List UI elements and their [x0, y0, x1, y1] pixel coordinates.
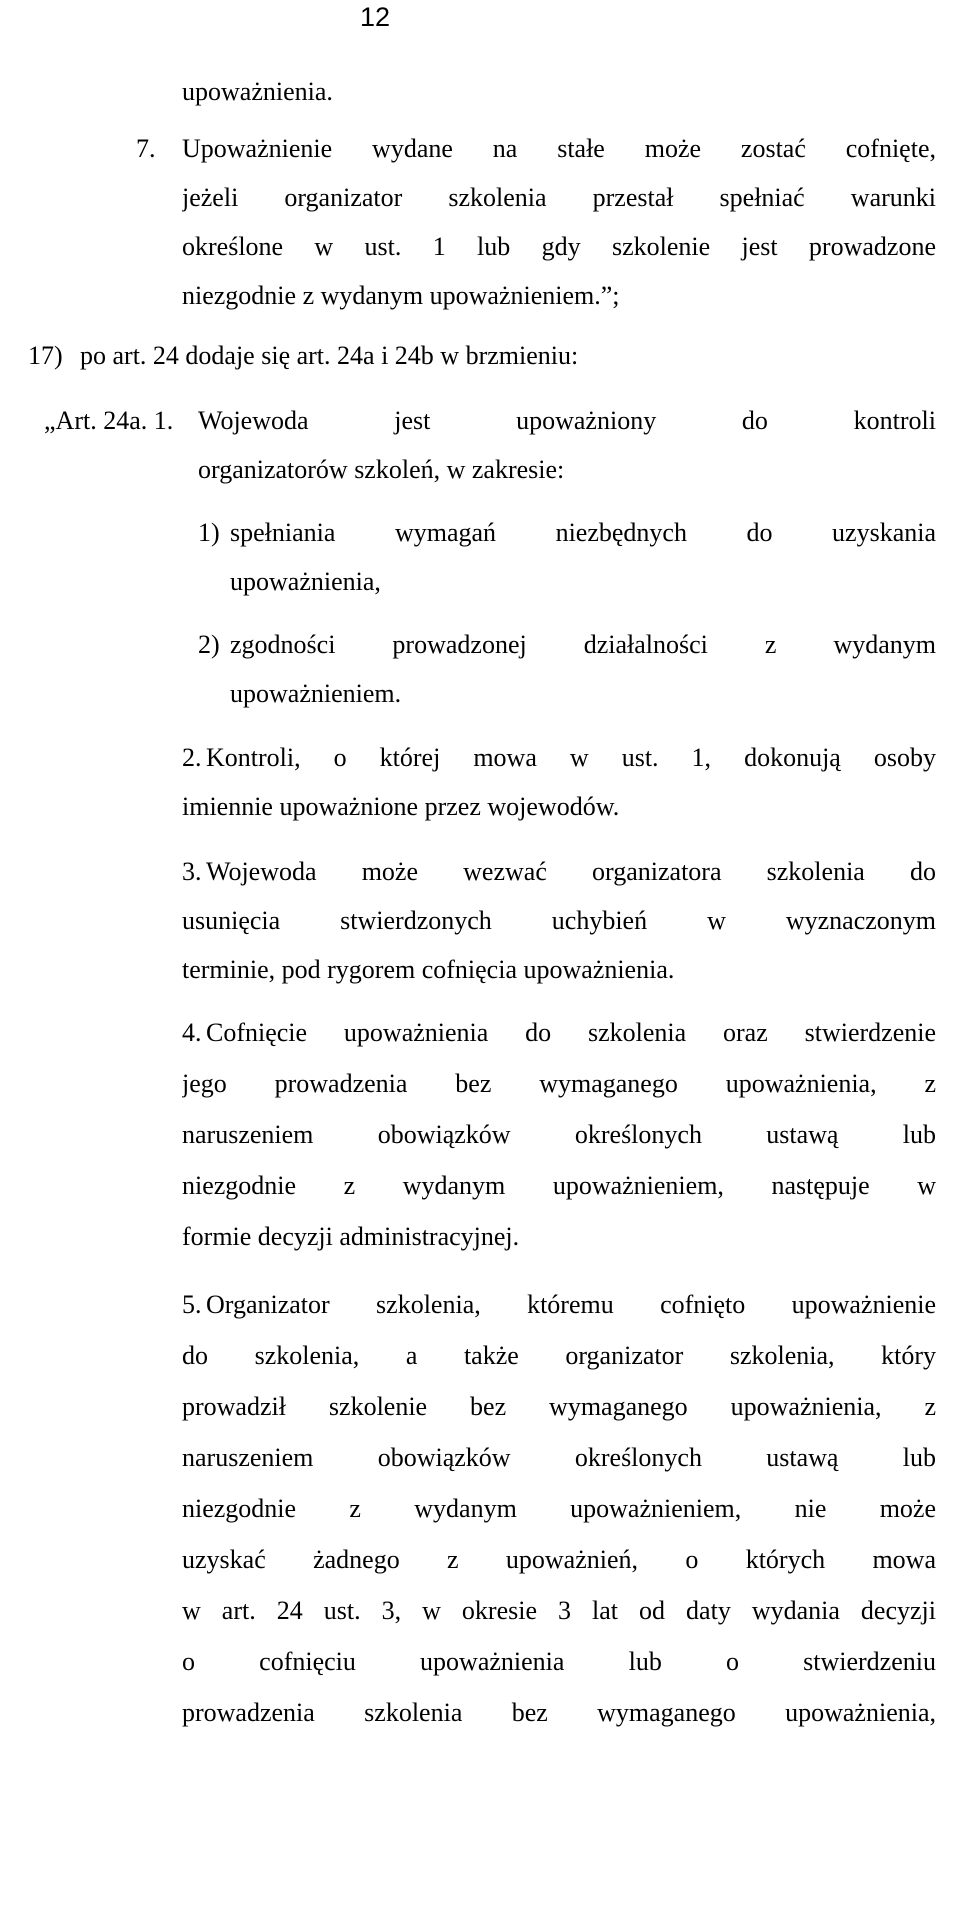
text-line: Upoważnienie wydane na stałe może zostać cofnięte,: [182, 134, 936, 163]
text-line: jeżeli organizator szkolenia przestał spełniać warunki: [182, 183, 936, 212]
text-line: zgodności prowadzonej działalności z wydanym: [230, 630, 936, 659]
text-line: Cofnięcie upoważnienia do szkolenia oraz stwierdzenie: [206, 1018, 936, 1047]
item-label: 4.: [182, 1018, 202, 1047]
item-label: 5.: [182, 1290, 202, 1319]
item-label: 2.: [182, 743, 202, 772]
item-label: 3.: [182, 857, 202, 886]
text-line: upoważnieniem.: [230, 679, 402, 708]
item-label: 1): [198, 518, 220, 547]
text-line: niezgodnie z wydanym upoważnieniem.”;: [182, 281, 620, 310]
text-line: naruszeniem obowiązków określonych ustawą lub: [182, 1120, 936, 1149]
text-line: upoważnienia.: [182, 77, 333, 106]
text-line: imiennie upoważnione przez wojewodów.: [182, 792, 620, 821]
text-line: usunięcia stwierdzonych uchybień w wyznaczonym: [182, 906, 936, 935]
text-line: Organizator szkolenia, któremu cofnięto upoważnienie: [206, 1290, 936, 1319]
text-line: określone w ust. 1 lub gdy szkolenie jest prowadzone: [182, 232, 936, 261]
text-line: o cofnięciu upoważnienia lub o stwierdzeniu: [182, 1647, 936, 1676]
text-line: prowadził szkolenie bez wymaganego upoważnienia, z: [182, 1392, 936, 1421]
text-line: niezgodnie z wydanym upoważnieniem, następuje w: [182, 1171, 936, 1200]
text-line: upoważnienia,: [230, 567, 381, 596]
item-label: 17): [28, 341, 63, 370]
text-line: formie decyzji administracyjnej.: [182, 1222, 520, 1251]
text-line: niezgodnie z wydanym upoważnieniem, nie może: [182, 1494, 936, 1523]
text-line: uzyskać żadnego z upoważnień, o których mowa: [182, 1545, 936, 1574]
text-line: w art. 24 ust. 3, w okresie 3 lat od daty wydania decyzji: [182, 1596, 936, 1625]
text-line: Kontroli, o której mowa w ust. 1, dokonują osoby: [206, 743, 936, 772]
text-line: po art. 24 dodaje się art. 24a i 24b w brzmieniu:: [80, 341, 579, 370]
article-label: „Art. 24a. 1.: [44, 406, 174, 435]
text-line: naruszeniem obowiązków określonych ustawą lub: [182, 1443, 936, 1472]
text-line: Wojewoda może wezwać organizatora szkolenia do: [206, 857, 936, 886]
text-line: jego prowadzenia bez wymaganego upoważnienia, z: [182, 1069, 936, 1098]
text-line: Wojewoda jest upoważniony do kontroli: [198, 406, 936, 435]
item-label: 2): [198, 630, 220, 659]
item-label: 7.: [136, 134, 156, 163]
text-line: organizatorów szkoleń, w zakresie:: [198, 455, 565, 484]
text-line: prowadzenia szkolenia bez wymaganego upoważnienia,: [182, 1698, 936, 1727]
text-line: terminie, pod rygorem cofnięcia upoważnienia.: [182, 955, 675, 984]
page-number: 12: [360, 2, 391, 32]
text-line: do szkolenia, a także organizator szkolenia, który: [182, 1341, 936, 1370]
text-line: spełniania wymagań niezbędnych do uzyskania: [230, 518, 936, 547]
